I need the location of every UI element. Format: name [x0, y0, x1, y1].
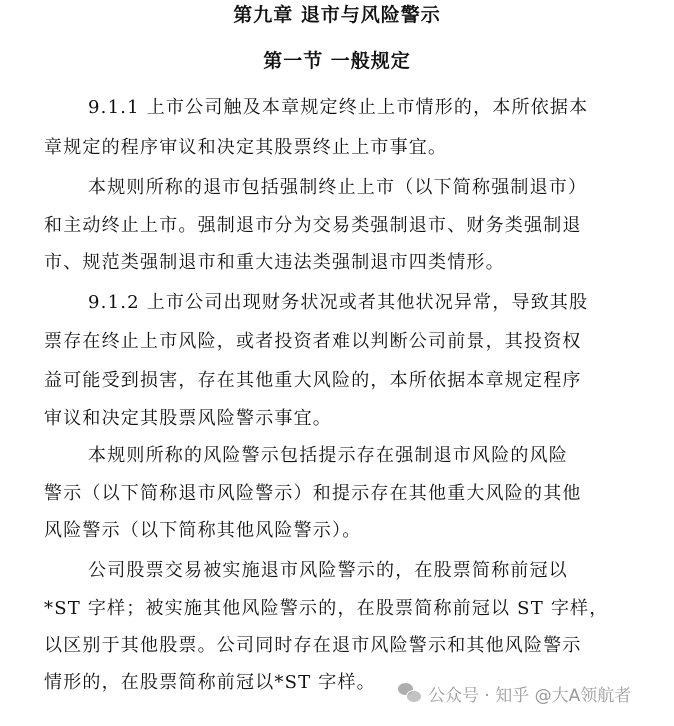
paragraph-line: 益可能受到损害，存在其他重大风险的，本所依据本章规定程序 [44, 370, 582, 391]
chapter-title: 第九章 退市与风险警示 [233, 4, 441, 26]
wechat-icon [398, 683, 422, 703]
paragraph-line: 市、规范类强制退市和重大违法类强制退市四类情形。 [44, 252, 505, 273]
section-title: 第一节 一般规定 [263, 50, 411, 72]
paragraph-line: 本规则所称的风险警示包括提示存在强制退市风险的风险 [88, 445, 568, 466]
watermark [398, 680, 631, 706]
paragraph-line: 9.1.2 上市公司出现财务状况或者其他状况异常，导致其股 [88, 292, 589, 313]
paragraph-line: 审议和决定其股票风险警示事宜。 [44, 408, 332, 429]
paragraph-line: *ST 字样；被实施其他风险警示的，在股票简称前冠以 ST 字样， [44, 598, 609, 619]
paragraph-line: 章规定的程序审议和决定其股票终止上市事宜。 [44, 137, 448, 158]
paragraph-line: 票存在终止上市风险，或者投资者难以判断公司前景，其投资权 [44, 331, 582, 352]
paragraph-line: 9.1.1 上市公司触及本章规定终止上市情形的，本所依据本 [88, 97, 589, 118]
paragraph-line: 以区别于其他股票。公司同时存在退市风险警示和其他风险警示 [44, 635, 582, 656]
paragraph-line: 公司股票交易被实施退市风险警示的，在股票简称前冠以 [88, 560, 568, 581]
paragraph-line: 和主动终止上市。强制退市分为交易类强制退市、财务类强制退 [44, 215, 582, 236]
paragraph-line: 本规则所称的退市包括强制终止上市（以下简称强制退市） [88, 177, 588, 198]
paragraph-line: 风险警示（以下简称其他风险警示）。 [44, 520, 362, 541]
paragraph-line: 警示（以下简称退市风险警示）和提示存在其他重大风险的其他 [44, 483, 582, 504]
paragraph-line: 情形的，在股票简称前冠以*ST 字样。 [44, 672, 376, 693]
watermark-text: 公众号 · 知乎 @大A领航者 [428, 685, 632, 706]
